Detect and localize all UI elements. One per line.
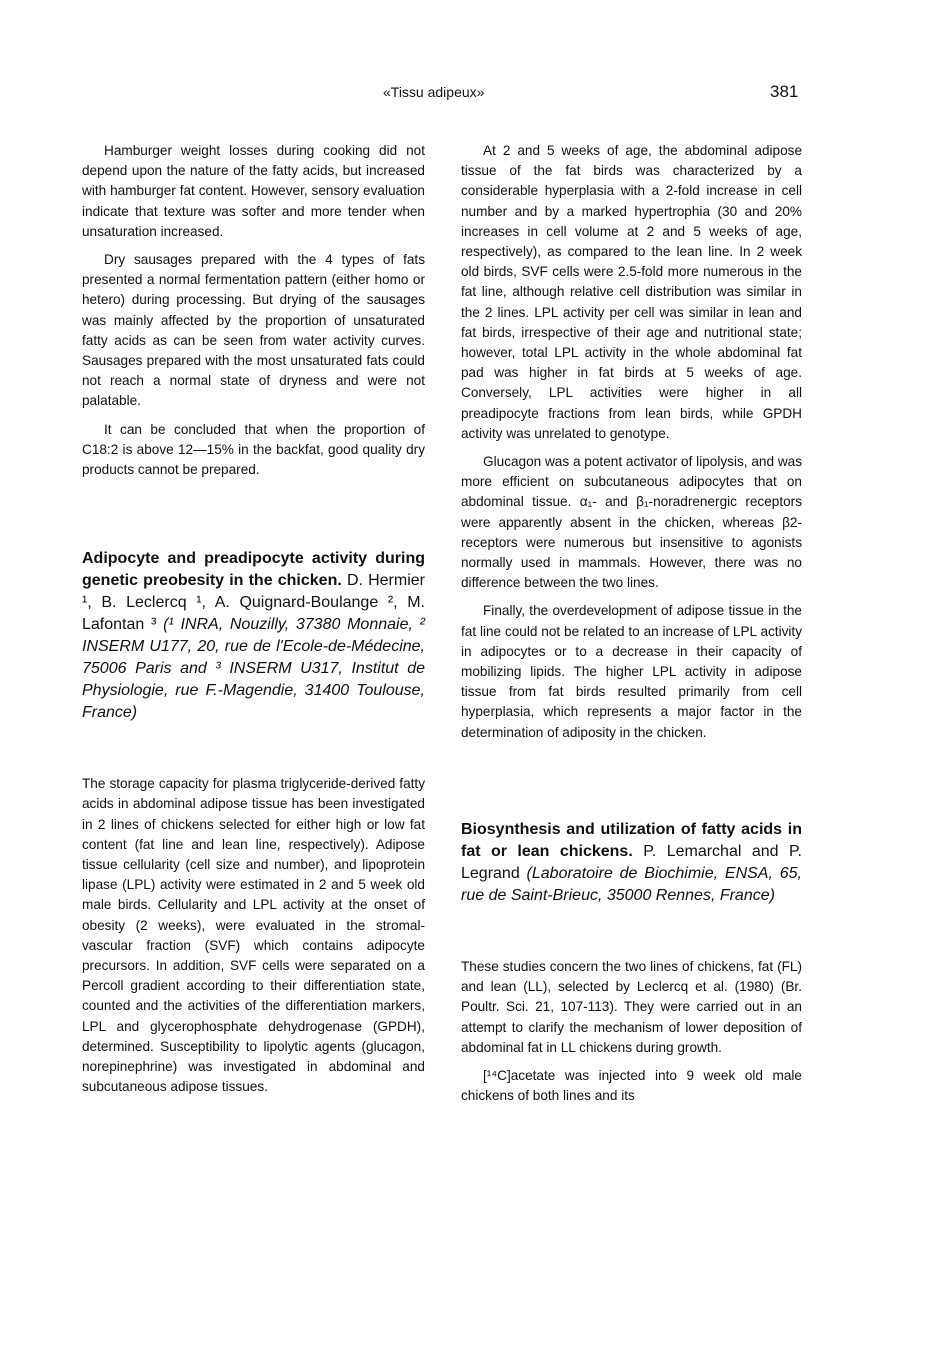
paragraph: Glucagon was a potent activator of lipolysis, and was more efficient on subcutaneous adipocytes that on abdominal tissue. α₁- and β₁-noradrenergic receptors were apparently absent in the chicken, whereas β2-receptors were numerous but insensitive to agonists normally used in mammals. However, there was no difference between the two lines. [461,454,802,591]
article-title: Adipocyte and preadipocyte activity during genetic preobesity in the chicken. [82,550,425,590]
paragraph: At 2 and 5 weeks of age, the abdominal adipose tissue of the fat birds was characterized by a considerable hyperplasia with a 2-fold increase in cell number and by a marked hypertrophia (30 and 20% increases in cell volume at 2 and 5 weeks of age, respectively), as compared to the lean line. In 2 week old birds, SVF cells were 2.5-fold more numerous in the fat line, although relative cell distribution was similar in the 2 lines. LPL activity per cell was similar in lean and fat birds, irrespective of their age and nutritional state; however, total LPL activity in the whole abdominal fat pad was higher in fat birds at 5 weeks of age. Conversely, LPL activities were higher in all preadipocyte fractions from lean birds, while GPDH activity was unrelated to genotype. [461,143,802,441]
article-authors: D. Hermier ¹, B. Leclercq ¹, A. Quignard-Boulange ², M. Lafontan ³ [82,572,425,634]
abstract-body: The storage capacity for plasma triglyceride-derived fatty acids in abdominal adipose tissue has been investigated in 2 lines of chickens selected for either high or low fat content (fat line and lean line, respectively). Adipose tissue cellularity (cell size and number), and lipoprotein lipase (LPL) activity were estimated in 2 and 5 week old male birds. Cellularity and LPL activity at the onset of obesity (2 weeks), were evaluated in the stromal-vascular fraction (SVF) which contains adipocyte precursors. In addition, SVF cells were separated on a Percoll gradient according to their differentiation state, counted and the activities of the differentiation markers, LPL and glycerophosphate dehydrogenase (GPDH), determined. Susceptibility to lipolytic agents (glucagon, norepinephrine) was investigated in abdominal and subcutaneous adipose tissues. [82,776,425,1095]
abstract-heading [461,819,802,907]
paragraph: Dry sausages prepared with the 4 types of fats presented a normal fermentation pattern (either homo or hetero) during processing. But drying of the sausages was mainly affected by the proportion of unsaturated fatty acids as can be seen from water activity curves. Sausages prepared with the most unsaturated fats could not reach a normal state of dryness and were not palatable. [82,252,425,409]
paragraph: Finally, the overdevelopment of adipose tissue in the fat line could not be related to an increase of LPL activity in adipocytes or to a decrease in their capacity of mobilizing lipids. The higher LPL activity in adipose tissue from fat birds resulted primarily from cell hyperplasia, which represents a major factor in the determination of adiposity in the chicken. [461,603,802,740]
abstract-heading [82,548,425,724]
left-column [82,141,425,1106]
page-number: 381 [770,82,799,101]
right-column [461,141,802,1114]
article-title: Biosynthesis and utilization of fatty acids in fat or lean chickens. [461,820,802,860]
abstract-body: These studies concern the two lines of chickens, fat (FL) and lean (LL), selected by Leclercq et al. (1980) (Br. Poultr. Sci. 21, 107-113). They were carried out in an attempt to clarify the mechanism of lower deposition of abdominal fat in LL chickens during growth. [461,958,802,1055]
abstract-body: [¹⁴C]acetate was injected into 9 week old male chickens of both lines and its [461,1067,802,1104]
paragraph: It can be concluded that when the proportion of C18:2 is above 12—15% in the backfat, good quality dry products cannot be prepared. [82,421,425,478]
article-authors: P. Lemarchal and P. Legrand [461,842,803,882]
running-head: «Tissu adipeux» [383,84,485,100]
article-affiliation: (¹ INRA, Nouzilly, 37380 Monnaie, ² INSERM U177, 20, rue de l'Ecole-de-Médecine, 75006 Paris and ³ INSERM U317, Institut de Physiologie, rue F.-Magendie, 31400 Toulouse, France) [82,616,425,722]
paragraph: Hamburger weight losses during cooking did not depend upon the nature of the fatty acids, but increased with hamburger fat content. However, sensory evaluation indicate that texture was softer and more tender when unsaturation increased. [82,143,425,239]
article-affiliation: (Laboratoire de Biochimie, ENSA, 65, rue de Saint-Brieuc, 35000 Rennes, France) [461,864,802,904]
